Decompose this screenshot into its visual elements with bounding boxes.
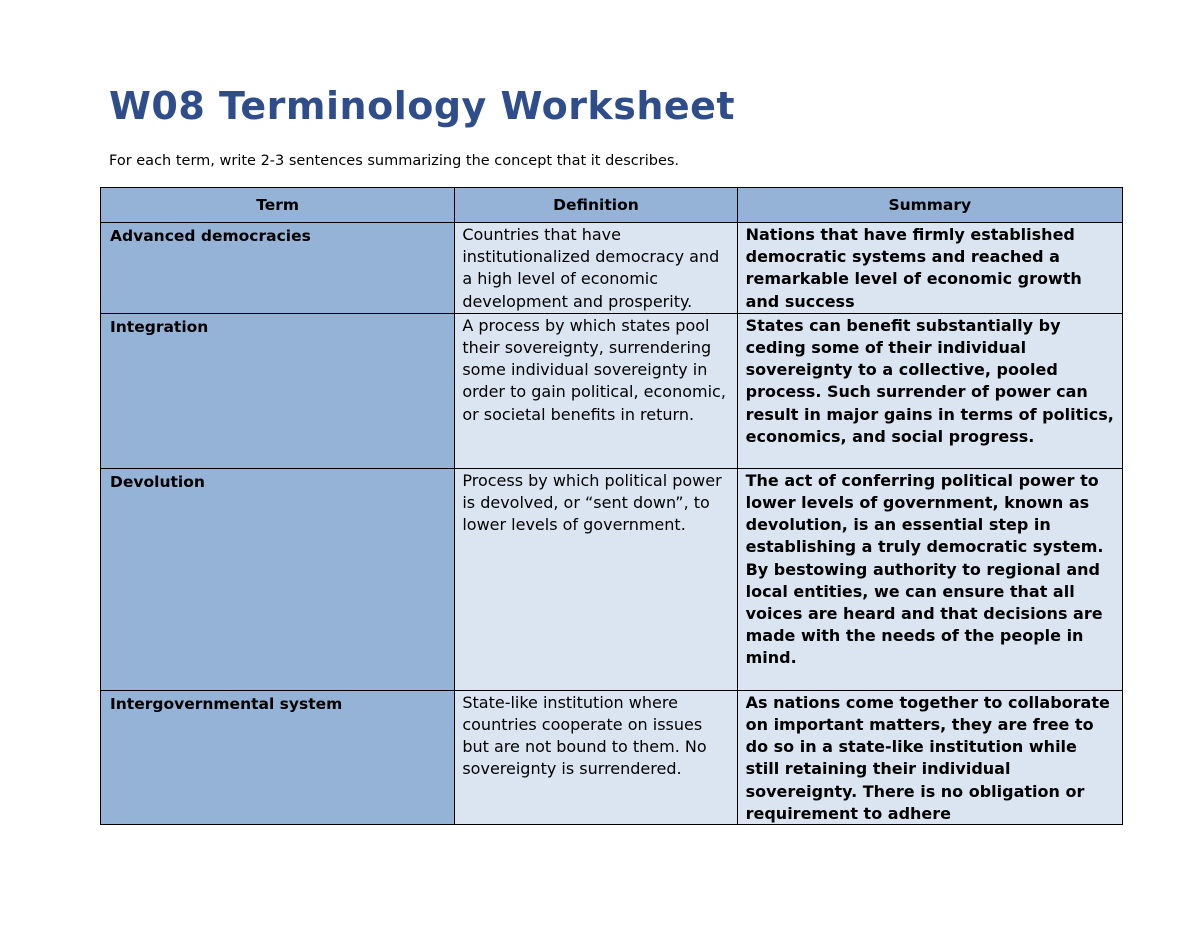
table-row bbox=[101, 223, 1123, 314]
term-cell bbox=[101, 313, 455, 468]
term-cell bbox=[101, 468, 455, 690]
definition-text: Process by which political power is devolved, or “sent down”, to lower levels of government. bbox=[462, 470, 722, 535]
summary-cell bbox=[737, 690, 1122, 824]
definition-text: State-like institution where countries cooperate on issues but are not bound to them. No sovereignty is surrendered. bbox=[462, 692, 707, 779]
header-term: Term bbox=[101, 188, 455, 223]
terminology-table bbox=[100, 187, 1123, 825]
header-summary: Summary bbox=[737, 188, 1122, 223]
table-header-row bbox=[101, 188, 1123, 223]
definition-text: Countries that have institutionalized democracy and a high level of economic development and prosperity. bbox=[462, 225, 720, 311]
summary-text: Nations that have firmly established democratic systems and reached a remarkable level of economic growth and success bbox=[745, 225, 1082, 311]
term-cell bbox=[101, 223, 455, 314]
definition-text: A process by which states pool their sovereignty, surrendering some individual sovereignty in order to gain political, economic, or societal benefits in return. bbox=[462, 315, 726, 424]
table-row bbox=[101, 690, 1123, 824]
term-cell bbox=[101, 690, 455, 824]
instructions-text: For each term, write 2-3 sentences summarizing the concept that it describes. bbox=[109, 153, 680, 169]
definition-cell bbox=[455, 223, 737, 314]
term-text: Devolution bbox=[110, 472, 205, 491]
header-definition: Definition bbox=[455, 188, 737, 223]
summary-text: States can benefit substantially by ceding some of their individual sovereignty to a collective, pooled process. Such surrender of power can result in major gains in terms of politics, economics, and social progress. bbox=[745, 315, 1114, 446]
summary-cell bbox=[737, 468, 1122, 690]
table-row bbox=[101, 468, 1123, 690]
definition-cell bbox=[455, 468, 737, 690]
table-row bbox=[101, 313, 1123, 468]
definition-cell bbox=[455, 313, 737, 468]
summary-cell bbox=[737, 223, 1122, 314]
summary-text: The act of conferring political power to lower levels of government, known as devolution, is an essential step in establishing a truly democratic system. By bestowing authority to regional and local entities, we can ensure that all voices are heard and that decisions are made with the needs of the people in mind. bbox=[745, 470, 1104, 668]
definition-cell bbox=[455, 690, 737, 824]
term-text: Intergovernmental system bbox=[110, 694, 343, 713]
page-title: W08 Terminology Worksheet bbox=[109, 84, 736, 128]
summary-text: As nations come together to collaborate on important matters, they are free to do so in a state-like institution while still retaining their individual sovereignty. There is no obligation or requirement to adhere bbox=[745, 692, 1110, 823]
term-text: Integration bbox=[110, 317, 209, 336]
term-text: Advanced democracies bbox=[110, 227, 311, 245]
summary-cell bbox=[737, 313, 1122, 468]
